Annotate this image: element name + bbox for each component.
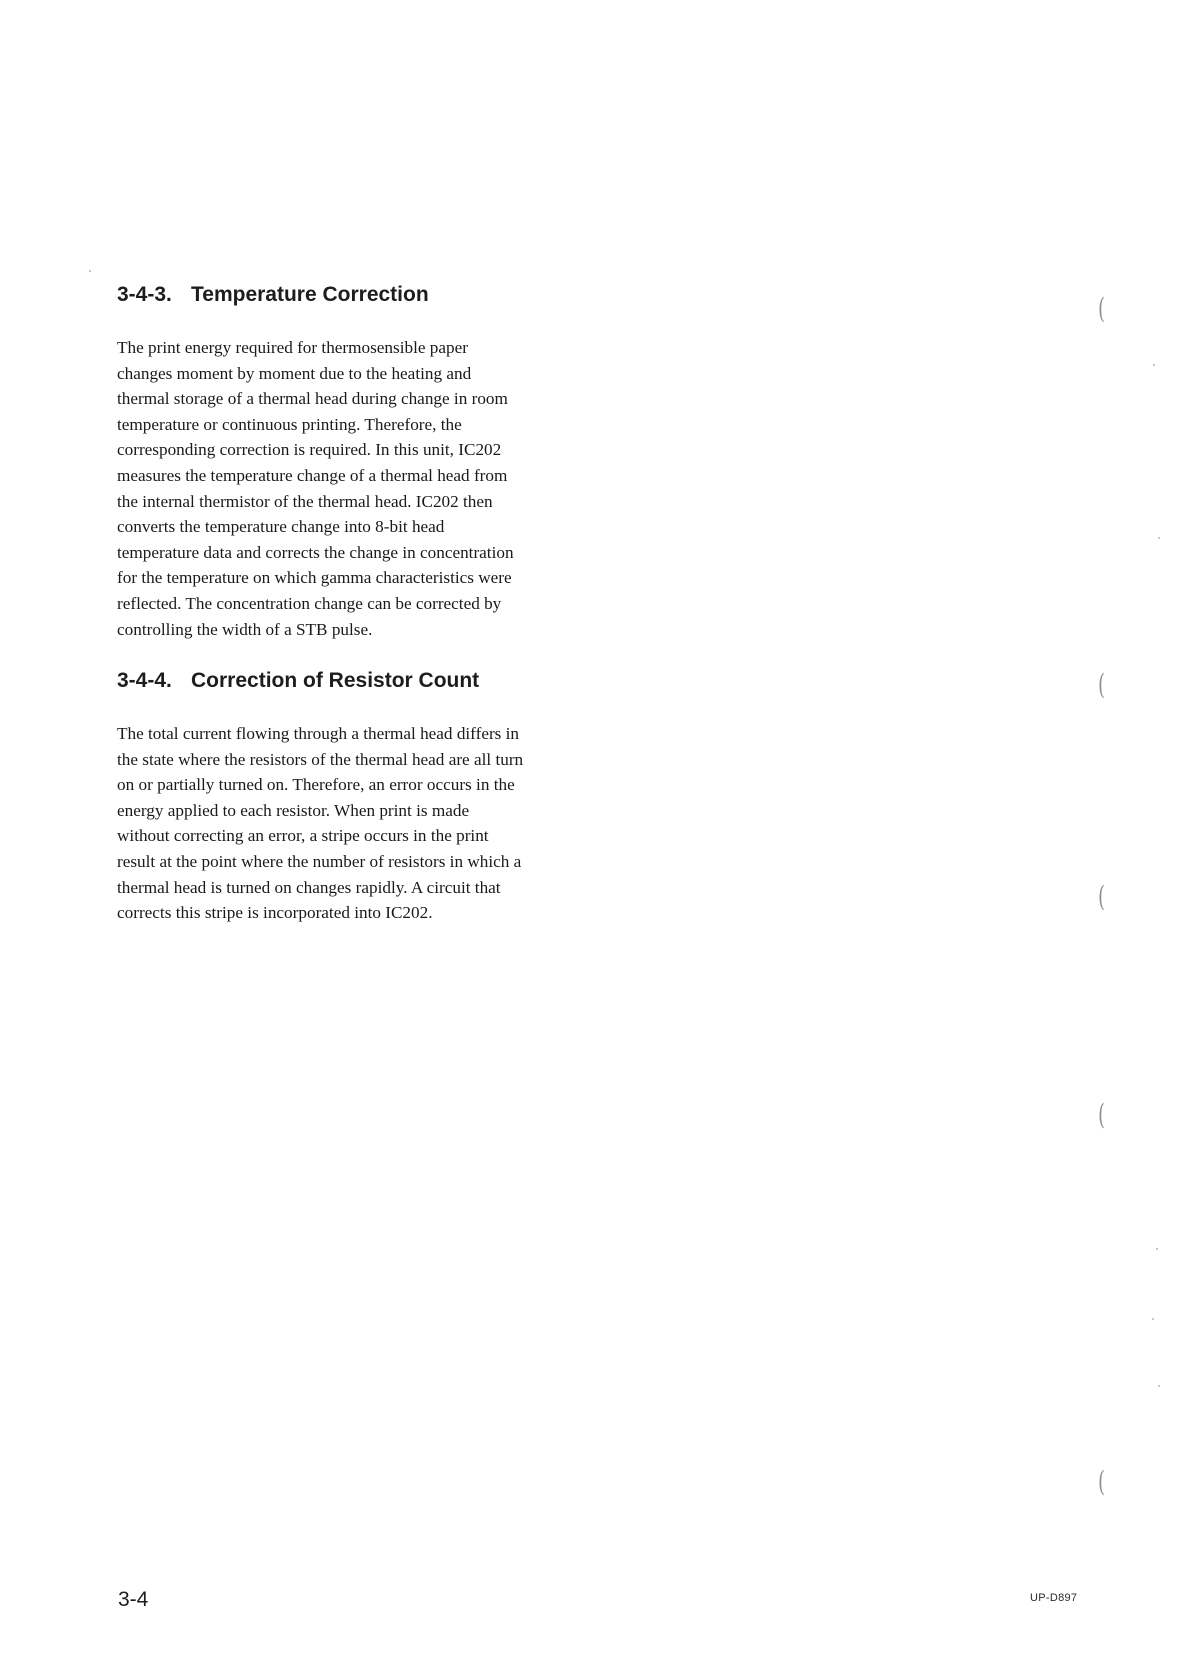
section-heading <box>117 282 597 308</box>
section-title: Temperature Correction <box>191 283 429 306</box>
body-line: energy applied to each resistor. When print is made <box>117 800 470 820</box>
section-temperature-correction <box>117 282 597 642</box>
body-line: The total current flowing through a thermal head differs in <box>117 724 520 743</box>
binding-hole-mark: ( <box>1098 1098 1105 1131</box>
body-line: the state where the resistors of the thermal head are all turn <box>117 749 524 769</box>
body-line: temperature data and corrects the change in concentration <box>117 542 514 562</box>
body-line: on or partially turned on. Therefore, an error occurs in the <box>117 775 515 795</box>
section-number: 3-4-4. <box>117 669 172 692</box>
body-line: reflected. The concentration change can be corrected by <box>117 593 502 613</box>
binding-hole-mark: ( <box>1098 292 1105 325</box>
body-line: measures the temperature change of a thermal head from <box>117 465 508 485</box>
scan-speck <box>1152 1318 1154 1320</box>
scan-speck <box>1158 537 1160 539</box>
scan-speck <box>1158 1385 1160 1387</box>
scan-speck <box>1153 364 1155 366</box>
scan-speck <box>89 270 91 272</box>
body-line: The print energy required for thermosensible paper <box>117 338 468 357</box>
body-line: converts the temperature change into 8-bit head <box>117 517 445 537</box>
section-title: Correction of Resistor Count <box>191 669 480 692</box>
section-body <box>117 335 597 642</box>
body-line: thermal head is turned on changes rapidly. A circuit that <box>117 877 501 897</box>
section-body <box>117 721 597 926</box>
body-line: without correcting an error, a stripe occurs in the print <box>117 826 489 846</box>
page-number: 3-4 <box>118 1588 149 1611</box>
model-number: UP-D897 <box>1030 1592 1078 1604</box>
section-number: 3-4-3. <box>117 283 172 306</box>
scan-speck <box>1156 1248 1158 1250</box>
body-line: controlling the width of a STB pulse. <box>117 619 373 639</box>
body-line: corrects this stripe is incorporated into IC202. <box>117 903 433 923</box>
body-line: for the temperature on which gamma characteristics were <box>117 568 512 588</box>
body-line: temperature or continuous printing. Therefore, the <box>117 414 462 434</box>
section-heading <box>117 668 597 694</box>
binding-hole-mark: ( <box>1098 668 1105 701</box>
body-line: corresponding correction is required. In this unit, IC202 <box>117 440 502 460</box>
body-line: the internal thermistor of the thermal head. IC202 then <box>117 491 493 511</box>
body-line: changes moment by moment due to the heating and <box>117 363 472 383</box>
section-correction-of-resistor-count <box>117 668 597 926</box>
binding-hole-mark: ( <box>1098 880 1105 913</box>
binding-hole-mark: ( <box>1098 1465 1105 1498</box>
body-line: thermal storage of a thermal head during change in room <box>117 389 508 409</box>
body-line: result at the point where the number of resistors in which a <box>117 851 522 871</box>
